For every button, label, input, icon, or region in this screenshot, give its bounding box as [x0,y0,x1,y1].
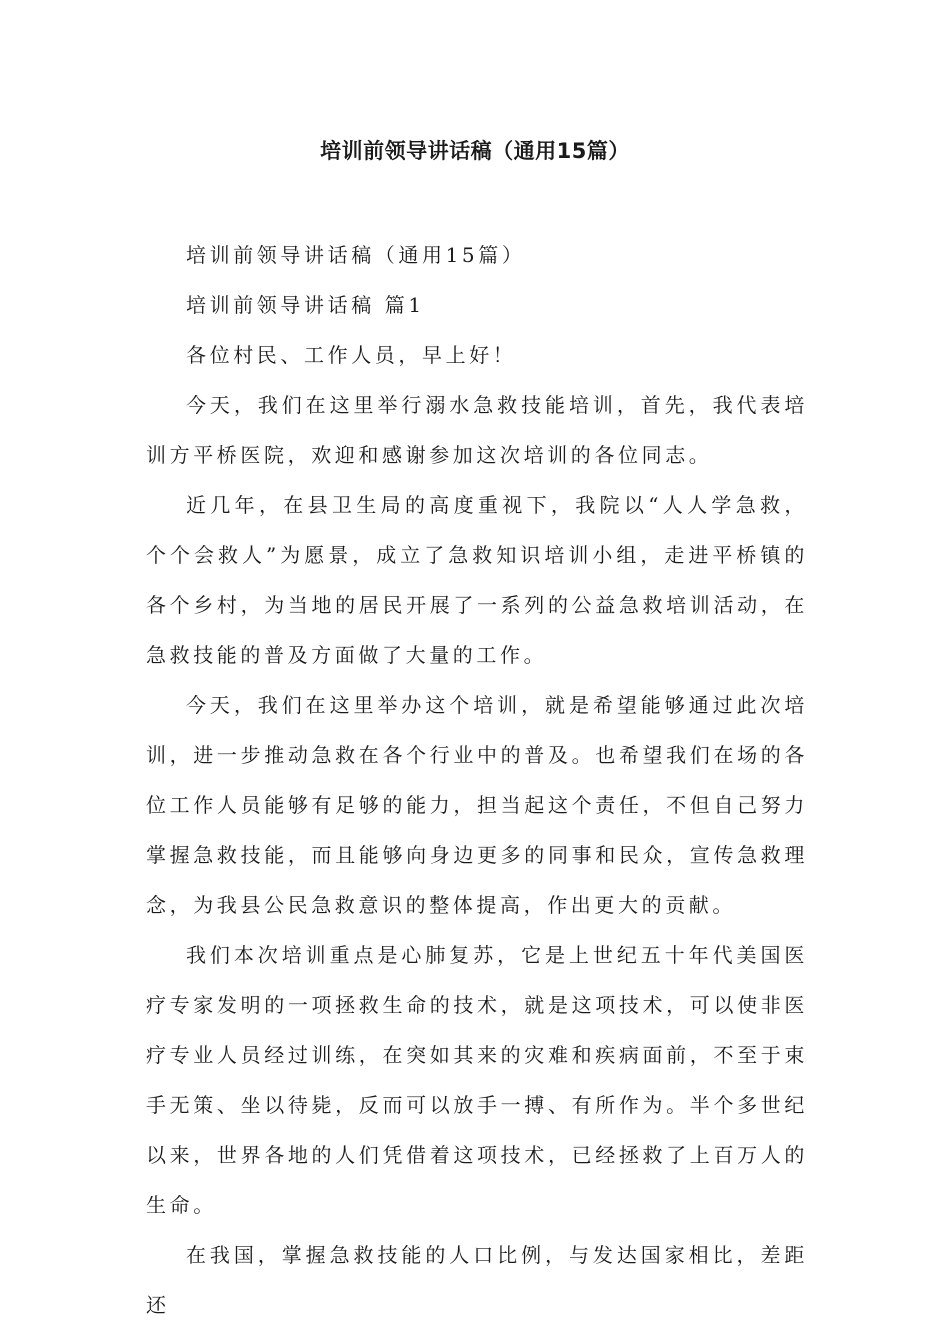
paragraph-section-heading: 培训前领导讲话稿 篇1 [186,293,425,317]
document-body [146,230,808,1330]
document-title: 培训前领导讲话稿（通用15篇） [320,139,630,163]
paragraph-china-situation: 在我国，掌握急救技能的人口比例，与发达国家相比，差距还 [146,1243,808,1317]
paragraph-welcome: 今天，我们在这里举行溺水急救技能培训，首先，我代表培训方平桥医院，欢迎和感谢参加这次培训的各位同志。 [146,393,808,467]
paragraph-cpr-focus: 我们本次培训重点是心肺复苏，它是上世纪五十年代美国医疗专家发明的一项拯救生命的技术，就是这项技术，可以使非医疗专业人员经过训练，在突如其来的灾难和疾病面前，不至于束手无策、坐以待毙，反而可以放手一搏、有所作为。半个多世纪以来，世界各地的人们凭借着这项技术，已经拯救了上百万人的生命。 [146,943,808,1217]
paragraph-background: 近几年，在县卫生局的高度重视下，我院以“人人学急救，个个会救人”为愿景，成立了急救知识培训小组，走进平桥镇的各个乡村，为当地的居民开展了一系列的公益急救培训活动，在急救技能的普及方面做了大量的工作。 [146,493,808,667]
paragraph-greeting: 各位村民、工作人员，早上好！ [186,343,517,367]
paragraph-purpose: 今天，我们在这里举办这个培训，就是希望能够通过此次培训，进一步推动急救在各个行业中的普及。也希望我们在场的各位工作人员能够有足够的能力，担当起这个责任，不但自己努力掌握急救技能，而且能够向身边更多的同事和民众，宣传急救理念，为我县公民急救意识的整体提高，作出更大的贡献。 [146,693,808,917]
paragraph-repeated-title: 培训前领导讲话稿（通用15篇） [186,243,526,267]
